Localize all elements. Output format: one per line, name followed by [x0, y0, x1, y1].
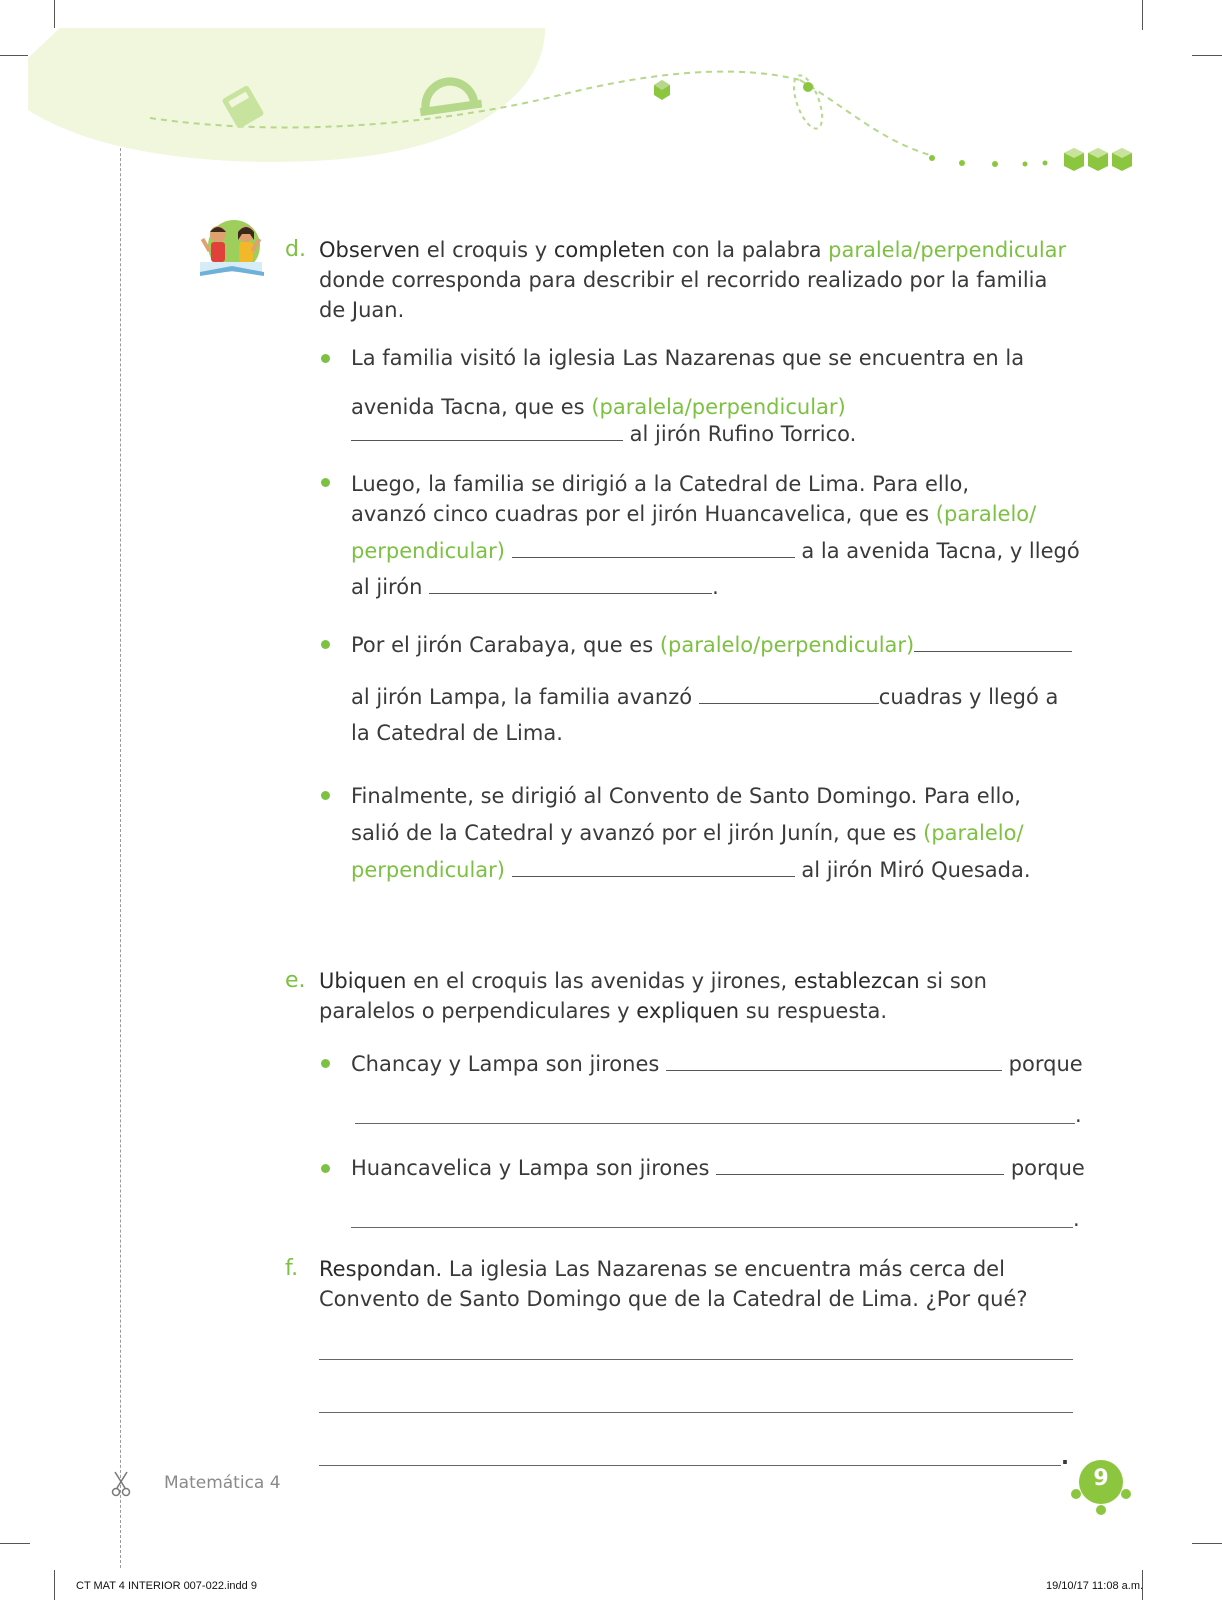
item-letter-e: e.: [285, 968, 306, 993]
scissors-icon: [111, 1470, 131, 1498]
answer-blank[interactable]: [666, 1048, 1002, 1071]
file-info: CT MAT 4 INTERIOR 007-022.indd 9: [76, 1580, 257, 1592]
section-d-intro-line2: donde corresponda para describir el recorrido realizado por la familia: [319, 268, 1048, 292]
option-text: perpendicular): [351, 539, 505, 563]
option-text: (paralelo/: [935, 502, 1037, 526]
section-f-dot: .: [1061, 1445, 1069, 1469]
bullet: [321, 791, 330, 800]
item-letter-f: f.: [285, 1256, 299, 1281]
d-bullet1-line1: La familia visitó la iglesia Las Nazarenas que se encuentra en la: [351, 346, 1025, 370]
section-d-intro: Observen el croquis y completen con la palabra paralela/perpendicular: [319, 238, 1067, 262]
answer-blank[interactable]: [351, 418, 623, 441]
bullet: [321, 1164, 330, 1173]
d-bullet1-line3: al jirón Rufino Torrico.: [351, 418, 856, 449]
keyword-respondan: Respondan.: [319, 1257, 443, 1281]
header-decoration: [0, 0, 1222, 200]
answer-blank[interactable]: [512, 854, 795, 877]
cubes-icon: [1064, 148, 1132, 171]
section-f-line1: Respondan. La iglesia Las Nazarenas se encuentra más cerca del: [319, 1257, 1005, 1281]
d-bullet3-line2: al jirón Lampa, la familia avanzó cuadras y llegó a: [351, 681, 1058, 712]
d-bullet3-line3: la Catedral de Lima.: [351, 721, 563, 745]
option-text: (paralela/perpendicular): [591, 395, 846, 419]
cube-icon: [654, 80, 670, 100]
item-letter-d: d.: [285, 237, 306, 262]
d-bullet2-line2: avanzó cinco cuadras por el jirón Huancavelica, que es (paralelo/: [351, 502, 1037, 526]
e-bullet2-line: Huancavelica y Lampa son jirones porque: [351, 1152, 1085, 1183]
crop-mark: [0, 1543, 30, 1544]
d-bullet4-line1: Finalmente, se dirigió al Convento de Santo Domingo. Para ello,: [351, 784, 1021, 808]
answer-blank[interactable]: [429, 571, 712, 594]
d-bullet2-line1: Luego, la familia se dirigió a la Catedral de Lima. Para ello,: [351, 472, 970, 496]
e-bullet2-dot: .: [1073, 1207, 1080, 1231]
d-bullet3-line1: Por el jirón Carabaya, que es (paralelo/perpendicular): [351, 629, 1072, 660]
answer-blank[interactable]: [512, 535, 795, 558]
section-d-intro-line3: de Juan.: [319, 298, 405, 322]
keyword-establezcan: establezcan: [793, 969, 920, 993]
answer-blank[interactable]: [716, 1152, 1004, 1175]
crop-mark: [54, 1570, 55, 1600]
crop-mark: [1192, 1543, 1222, 1544]
e-bullet1-line: Chancay y Lampa son jirones porque: [351, 1048, 1083, 1079]
bullet: [321, 354, 330, 363]
d-bullet4-line2: salió de la Catedral y avanzó por el jirón Junín, que es (paralelo/: [351, 821, 1024, 845]
print-timestamp: 19/10/17 11:08 a.m.: [1046, 1580, 1144, 1592]
answer-line[interactable]: [319, 1412, 1073, 1413]
d-bullet2-line4: al jirón .: [351, 571, 719, 602]
bullet: [321, 640, 330, 649]
answer-line[interactable]: [319, 1465, 1061, 1466]
option-text: perpendicular): [351, 858, 505, 882]
answer-line[interactable]: [351, 1227, 1073, 1228]
answer-line[interactable]: [355, 1123, 1075, 1124]
d-bullet1-line2: avenida Tacna, que es (paralela/perpendicular): [351, 395, 846, 419]
keyword-observen: Observen: [319, 238, 421, 262]
e-bullet1-dot: .: [1075, 1103, 1082, 1127]
keyword-ubiquen: Ubiquen: [319, 969, 407, 993]
book-title: Matemática 4: [164, 1473, 281, 1493]
cut-line: [120, 28, 121, 1568]
page-number: 9: [1093, 1466, 1109, 1491]
section-e-line2: paralelos o perpendiculares y expliquen su respuesta.: [319, 999, 888, 1023]
d-bullet4-line3: perpendicular) al jirón Miró Quesada.: [351, 854, 1031, 885]
option-text: (paralelo/: [923, 821, 1024, 845]
bullet: [321, 1059, 330, 1068]
d-bullet2-line3: perpendicular) a la avenida Tacna, y llegó: [351, 535, 1080, 566]
answer-blank[interactable]: [699, 681, 879, 704]
keyword-expliquen: expliquen: [636, 999, 740, 1023]
section-f-line2: Convento de Santo Domingo que de la Catedral de Lima. ¿Por qué?: [319, 1287, 1028, 1311]
children-reading-icon: [192, 216, 272, 280]
answer-line[interactable]: [319, 1359, 1073, 1360]
bullet: [321, 478, 330, 487]
keyword-option: paralela/perpendicular: [828, 238, 1067, 262]
section-e-line1: Ubiquen en el croquis las avenidas y jirones, establezcan si son: [319, 969, 987, 993]
keyword-completen: completen: [553, 238, 666, 262]
answer-blank[interactable]: [914, 629, 1072, 652]
option-text: (paralelo/perpendicular): [659, 633, 915, 657]
